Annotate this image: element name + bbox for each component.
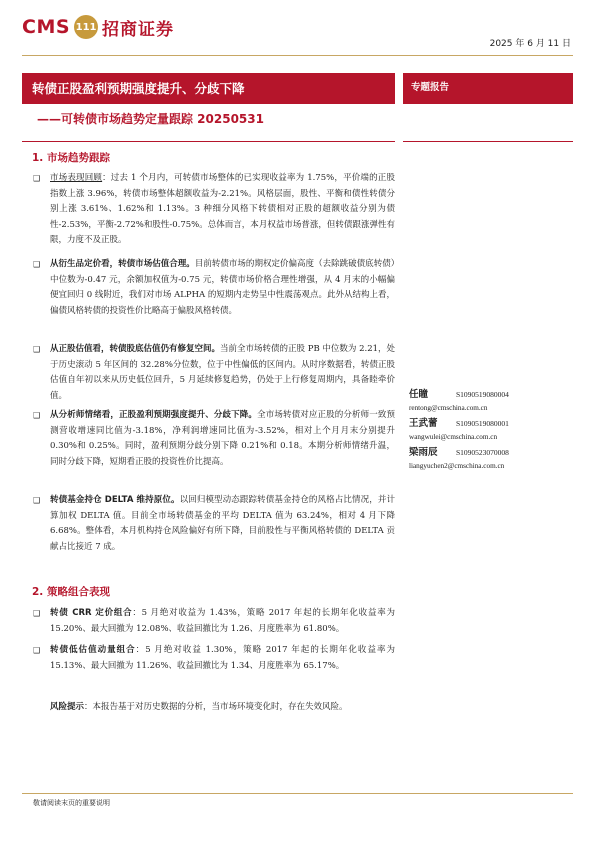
analyst-card bbox=[409, 447, 574, 472]
analyst-license-id: S1090523070008 bbox=[456, 448, 509, 457]
report-subtitle: ——可转债市场趋势定量跟踪 20250531 bbox=[37, 112, 264, 126]
bullet-lead: 转债基金持仓 DELTA 维持原位。 bbox=[50, 495, 180, 505]
bullet-text: 目前转债市场的期权定价偏高度（去除跳破债底转债）中位数为-0.47 元，余额加权值为-0.75 元，转债市场价格合理性增强，从 4 月末的小幅偏便宜回归 0 线附近，我们对市场 ALPHA 的短期内走势呈中性震荡观点。此外从结构上看，偏债风格转债的投资性价比略高于偏股风格转债。 bbox=[50, 259, 395, 316]
analyst-card bbox=[409, 389, 574, 414]
bullet-crr-portfolio bbox=[50, 606, 395, 637]
logo-circle-icon: 111 bbox=[74, 15, 98, 39]
report-title: 转债正股盈利预期强度提升、分歧下降 bbox=[22, 73, 395, 104]
title-divider bbox=[22, 141, 395, 142]
risk-warning bbox=[50, 700, 395, 716]
bullet-fund-delta bbox=[50, 493, 395, 555]
analyst-card bbox=[409, 418, 574, 443]
bullet-lead: 从分析师情绪看，正股盈利预期强度提升、分歧下降。 bbox=[50, 410, 258, 420]
header-divider bbox=[22, 55, 573, 56]
footer-divider bbox=[22, 793, 573, 794]
bullet-text: 全市场转债对应正股的分析师一致预测营收增速同比值为-3.18%，净利润增速同比值为-3.52%，相对上个月月末分别提升 0.30%和 0.25%。同时，盈利预期分歧分别下降 0.21%和 0.18。本期分析师情绪升温，同时分歧下降，短期看正股的投资性价比提高。 bbox=[50, 410, 395, 467]
bullet-lead: 市场表现回顾 bbox=[50, 173, 103, 183]
bullet-momentum-portfolio bbox=[50, 643, 395, 674]
logo-cms-text: CMS bbox=[22, 16, 71, 38]
report-type-label: 专题报告 bbox=[403, 73, 573, 104]
report-date: 2025 年 6 月 11 日 bbox=[489, 39, 571, 49]
bullet-market-review bbox=[50, 171, 395, 249]
analyst-license-id: S1090519080001 bbox=[456, 419, 509, 428]
side-divider bbox=[403, 141, 573, 142]
bullet-text: 当前全市场转债的正股 PB 中位数为 2.21，处于历史滚动 5 年区间的 32.28%分位数，位于中性偏低的区间内。从时序数据看，转债正股估值自年初以来从历史低位回升，5 月延续修复趋势，仍处于上行修复周期内，具备睦牵价值。 bbox=[50, 344, 396, 401]
analyst-name: 梁雨辰 bbox=[409, 447, 438, 458]
bullet-lead: 从正股估值看，转债股底估值仍有修复空间。 bbox=[50, 344, 221, 354]
analyst-name: 任瞳 bbox=[409, 389, 429, 400]
analyst-name: 王武蕾 bbox=[409, 418, 438, 429]
bullet-text: ：5 月绝对收益 1.30%，策略 2017 年起的长期年化收益率为 15.13%、最大回撤为 11.26%、收益回撤比为 1.34、月度胜率为 65.17%。 bbox=[50, 645, 395, 671]
bullet-analyst-sentiment bbox=[50, 408, 395, 470]
bullet-lead: 转债 CRR 定价组合 bbox=[50, 608, 133, 618]
analyst-email[interactable]: wangwulei@cmschina.com.cn bbox=[409, 432, 498, 441]
analyst-license-id: S1090519080004 bbox=[456, 390, 509, 399]
footer-disclaimer: 敬请阅读末页的重要说明 bbox=[33, 799, 110, 807]
bullet-text: ：5 月绝对收益为 1.43%，策略 2017 年起的长期年化收益率为 15.20%、最大回撤为 12.08%、收益回撤比为 1.26、月度胜率为 61.80%。 bbox=[50, 608, 395, 634]
risk-text: ：本报告基于对历史数据的分析，当市场环境变化时，存在失效风险。 bbox=[84, 702, 348, 712]
company-logo bbox=[22, 14, 174, 40]
analyst-email[interactable]: liangyuchen2@cmschina.com.cn bbox=[409, 461, 505, 470]
logo-chinese-text: 招商证券 bbox=[102, 19, 175, 40]
bullet-derivative-pricing bbox=[50, 257, 395, 319]
bullet-text: ：过去 1 个月内，可转债市场整体的已实现收益率为 1.75%，平价端的正股指数上涨 3.96%，转债市场整体超额收益为-2.21%。风格层面，股性、平衡和债性转债分别上涨 3.61%、1.62%和 1.13%。3 种细分风格下转债相对正股的超额收益分别为债性-2.53%，平衡-2.72%和股性-0.75%。总体而言，本月权益市场普涨，但转债跟涨弹性有限，力度不及正股。 bbox=[50, 173, 395, 246]
section-heading-2: 2. 策略组合表现 bbox=[32, 586, 110, 598]
bullet-lead: 转债低估值动量组合 bbox=[50, 645, 136, 655]
risk-label: 风险提示 bbox=[50, 702, 85, 712]
bullet-stock-valuation bbox=[50, 342, 395, 404]
analyst-email[interactable]: rentong@cmschina.com.cn bbox=[409, 403, 488, 412]
bullet-lead: 从衍生品定价看，转债市场估值合理。 bbox=[50, 259, 195, 269]
bullet-text: 以回归模型动态跟踪转债基金持仓的风格占比情况，并计算加权 DELTA 值。目前全市场转债基金的平均 DELTA 值为 63.24%，相对 4 月下降 6.68%。整体看，本月机构持仓风险偏好有所下降，目前股性与平衡风格转债的 DELTA 贡献占比接近 7 成。 bbox=[50, 495, 395, 552]
section-heading-1: 1. 市场趋势跟踪 bbox=[32, 152, 110, 164]
